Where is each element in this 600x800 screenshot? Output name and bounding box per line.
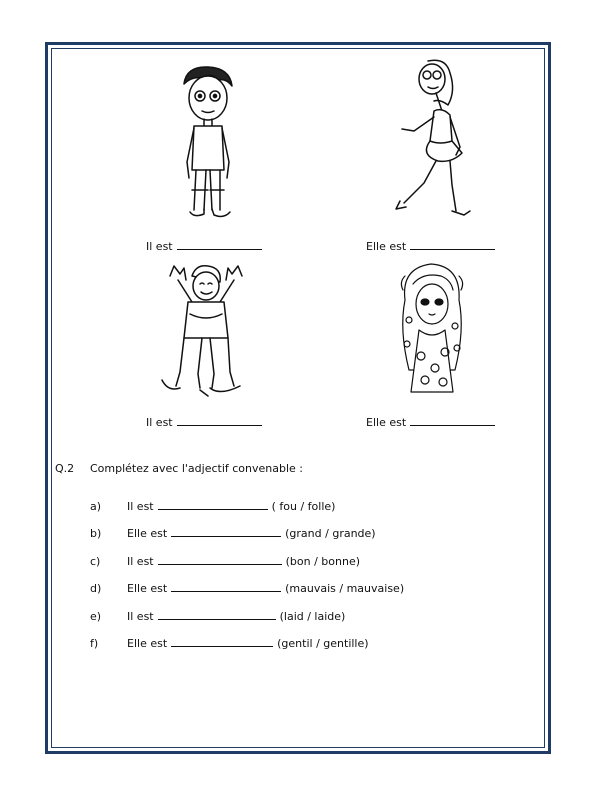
item-hint: (bon / bonne) bbox=[285, 555, 360, 568]
item-subject: Elle est bbox=[127, 637, 168, 650]
caption-label: Elle est bbox=[366, 240, 407, 253]
item-letter: c) bbox=[90, 555, 101, 568]
answer-blank[interactable] bbox=[158, 555, 282, 565]
caption-4 bbox=[366, 416, 495, 429]
question-title: Complétez avec l'adjectif convenable : bbox=[90, 462, 304, 475]
answer-blank[interactable] bbox=[177, 240, 262, 250]
item-subject: Il est bbox=[127, 610, 154, 623]
question-number: Q.2 bbox=[55, 462, 75, 475]
girl-floral-dress-illustration bbox=[395, 260, 470, 395]
item-hint: (laid / laide) bbox=[279, 610, 346, 623]
item-subject: Il est bbox=[127, 555, 154, 568]
item-subject: Elle est bbox=[127, 582, 168, 595]
item-hint: (gentil / gentille) bbox=[277, 637, 369, 650]
item-letter: e) bbox=[90, 610, 102, 623]
answer-blank[interactable] bbox=[158, 610, 276, 620]
answer-blank[interactable] bbox=[177, 416, 262, 426]
boy-standing-illustration bbox=[172, 62, 242, 227]
answer-blank[interactable] bbox=[158, 500, 268, 510]
caption-label: Il est bbox=[146, 240, 173, 253]
item-hint: (grand / grande) bbox=[285, 527, 376, 540]
item-letter: b) bbox=[90, 527, 102, 540]
answer-blank[interactable] bbox=[171, 527, 281, 537]
item-letter: d) bbox=[90, 582, 102, 595]
caption-2 bbox=[366, 240, 495, 253]
caption-label: Il est bbox=[146, 416, 173, 429]
item-subject: Elle est bbox=[127, 527, 168, 540]
answer-blank[interactable] bbox=[171, 637, 273, 647]
answer-blank[interactable] bbox=[410, 416, 495, 426]
boy-arms-raised-illustration bbox=[150, 262, 262, 402]
answer-blank[interactable] bbox=[171, 582, 281, 592]
item-letter: a) bbox=[90, 500, 102, 513]
item-letter: f) bbox=[90, 637, 99, 650]
item-hint: ( fou / folle) bbox=[271, 500, 336, 513]
caption-1 bbox=[146, 240, 262, 253]
item-subject: Il est bbox=[127, 500, 154, 513]
item-hint: (mauvais / mauvaise) bbox=[285, 582, 405, 595]
caption-label: Elle est bbox=[366, 416, 407, 429]
girl-walking-illustration bbox=[390, 55, 480, 225]
answer-blank[interactable] bbox=[410, 240, 495, 250]
caption-3 bbox=[146, 416, 262, 429]
